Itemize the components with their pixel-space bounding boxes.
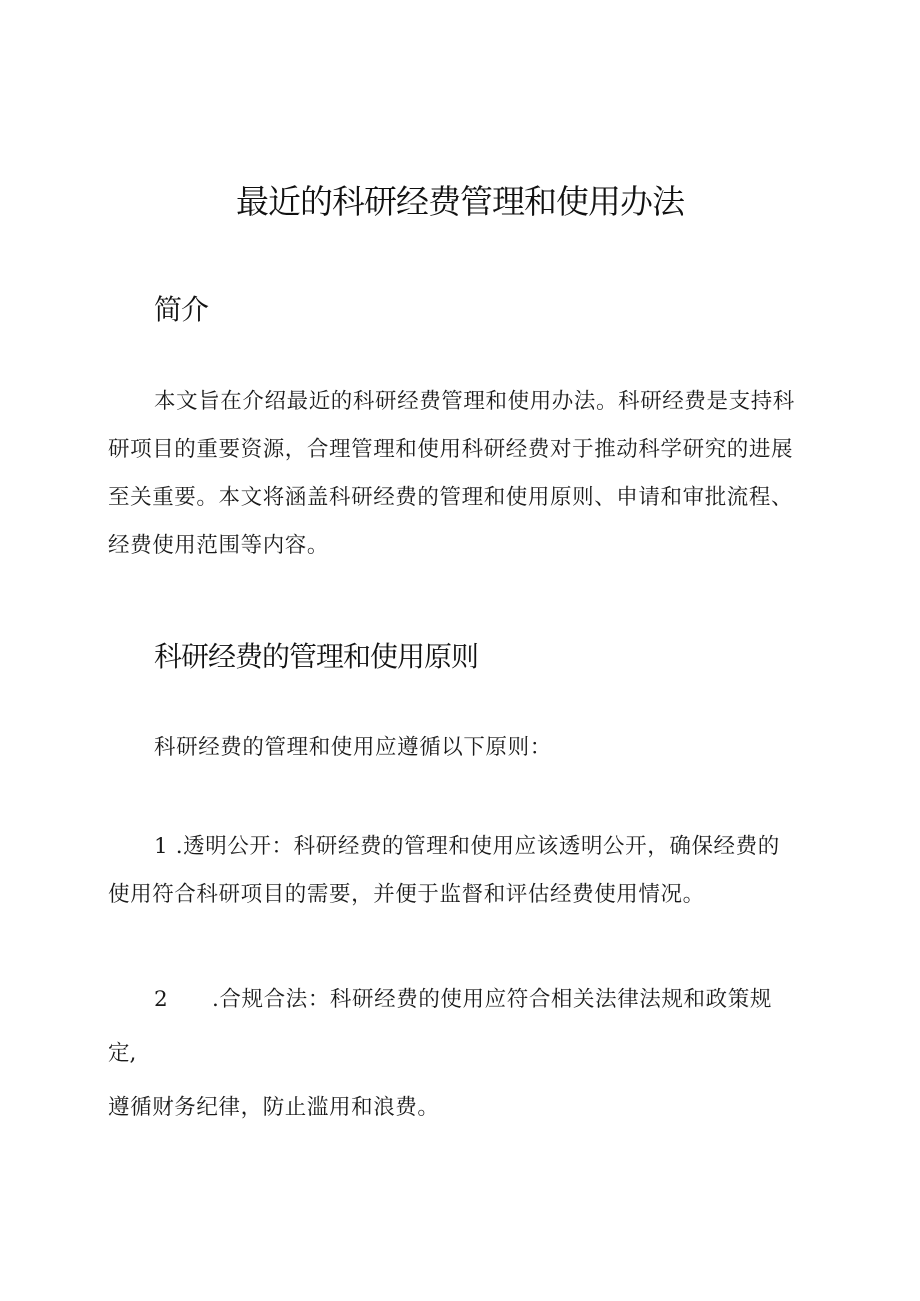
principle-item-2-line: 遵循财务纪律，防止滥用和浪费。 [108,1095,440,1120]
principle-item-2-line: 定, [108,1041,137,1066]
intro-paragraph-line: 研项目的重要资源，合理管理和使用科研经费对于推动科学研究的进展 [108,437,794,462]
intro-paragraph-line: 本文旨在介绍最近的科研经费管理和使用办法。科研经费是支持科 [154,389,795,414]
document-title: 最近的科研经费管理和使用办法 [236,182,684,221]
principles-lead-text: 科研经费的管理和使用应遵循以下原则： [154,735,552,760]
intro-paragraph-line: 至关重要。本文将涵盖科研经费的管理和使用原则、申请和审批流程、 [108,485,794,510]
principle-item-2-number: 2 [154,987,168,1012]
section-heading-principles: 科研经费的管理和使用原则 [154,640,479,673]
principle-item-1-line: 使用符合科研项目的需要，并便于监督和评估经费使用情况。 [108,882,705,907]
principle-item-2-line: .合规合法：科研经费的使用应符合相关法律法规和政策规 [212,987,772,1012]
intro-paragraph-line: 经费使用范围等内容。 [108,533,330,558]
principle-item-1-line: 1 .透明公开：科研经费的管理和使用应该透明公开，确保经费的 [154,834,780,859]
section-heading-intro: 简介 [154,293,209,326]
